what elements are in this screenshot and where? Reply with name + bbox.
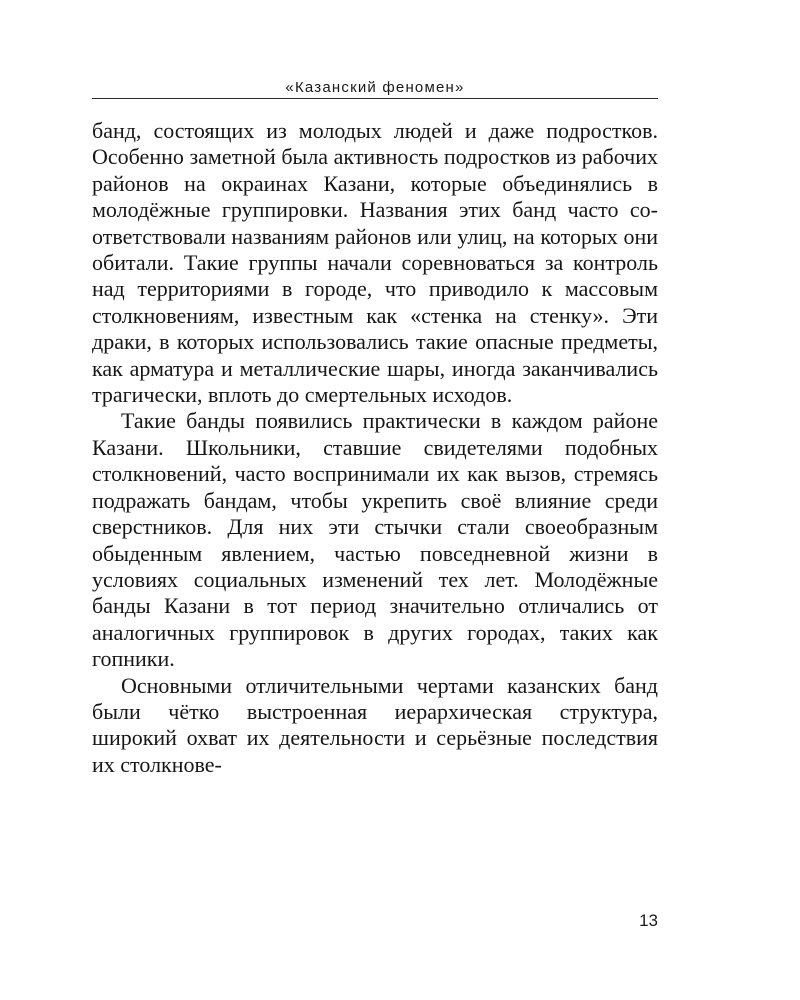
paragraph-2: Такие банды появились практически в каждом районе Казани. Школьники, ставшие свидетелями подобных столкновений, часто воспринимали их как вызов, стремясь подражать бандам, чтобы укрепить своё влияние среди сверстников. Для них эти стычки стали своеобразным обыденным явлением, частью повседневной жизни в условиях социальных изменений тех лет. Молодёжные банды Казани в тот период значительно отличались от аналогичных группировок в других городах, таких как гопники. <box>92 408 658 672</box>
body-text <box>92 118 658 778</box>
paragraph-1: банд, состоящих из молодых людей и даже подростков. Особенно заметной была активность подростков из рабочих районов на окраинах Казани, которые объединялись в молодёжные группировки. Названия этих банд часто соответствовали названиям районов или улиц, на которых они обитали. Такие группы начали соревноваться за контроль над территориями в городе, что приводило к массовым столкновениям, известным как «стенка на стенку». Эти драки, в которых использовались такие опасные предметы, как арматура и металлические шары, иногда заканчивались трагически, вплоть до смертельных исходов. <box>92 118 658 408</box>
page-number: 13 <box>639 911 658 930</box>
running-head: «Казанский феномен» <box>285 79 465 96</box>
header-rule <box>92 98 658 99</box>
paragraph-3: Основными отличительными чертами казанских банд были чётко выстроенная иерархическая структура, широкий охват их деятельности и серьёзные последствия их столкнове- <box>92 672 658 777</box>
